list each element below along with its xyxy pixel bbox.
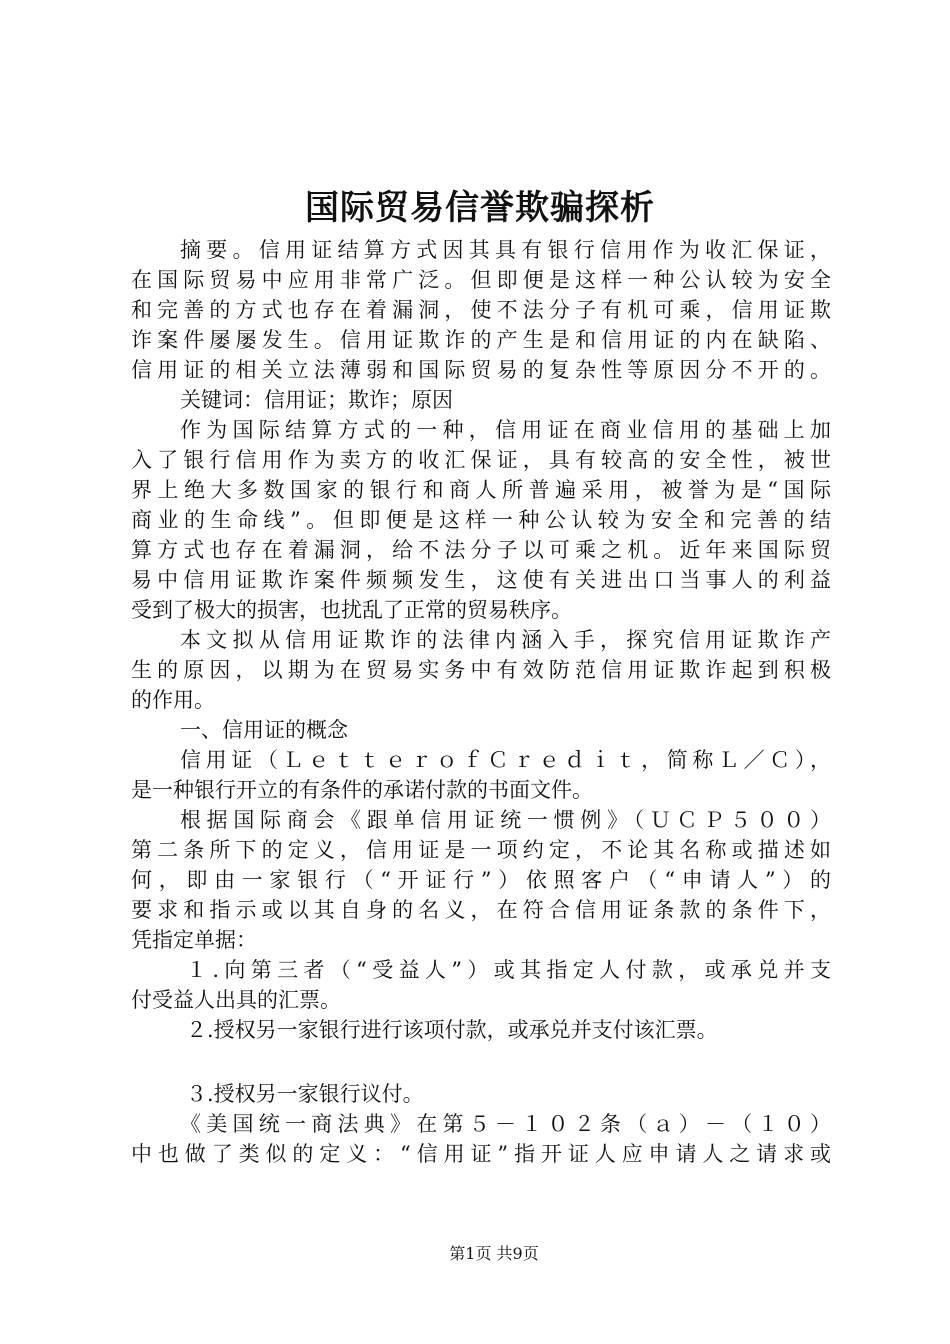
paragraph-line: 作为国际结算方式的一种，信用证在商业信用的基础上加 [180, 418, 831, 442]
paragraph-line: 根据国际商会《跟单信用证统一惯例》（ＵＣＰ５００） [180, 808, 831, 832]
abstract-line: 在国际贸易中应用非常广泛。但即便是这样一种公认较为安全 [131, 268, 831, 292]
list-item-line: ２.授权另一家银行进行该项付款，或承兑并支付该汇票。 [186, 1018, 718, 1042]
paragraph-line: 凭指定单据： [131, 928, 257, 952]
paragraph-line: 受到了极大的损害，也扰乱了正常的贸易秩序。 [131, 598, 572, 622]
paragraph-line: 何，即由一家银行（“开证行”）依照客户（“申请人”）的 [131, 868, 831, 892]
document-body [131, 235, 831, 1169]
paragraph-line: 要求和指示或以其自身的名义，在符合信用证条款的条件下， [131, 898, 831, 922]
blank-line [131, 1045, 831, 1079]
list-item-line: ３.授权另一家银行议付。 [186, 1082, 424, 1106]
keywords-line: 关键词：信用证；欺诈；原因 [180, 388, 453, 412]
abstract-line: 信用证的相关立法薄弱和国际贸易的复杂性等原因分不开的。 [131, 358, 831, 382]
paragraph-line: 中也做了类似的定义：“信用证”指开证人应申请人之请求或 [131, 1142, 831, 1166]
abstract-line: 和完善的方式也存在着漏洞，使不法分子有机可乘，信用证欺 [131, 298, 831, 322]
paragraph-line: 《美国统一商法典》在第５－１０２条（ａ）－（１０） [180, 1112, 831, 1136]
paragraph-line: 算方式也存在着漏洞，给不法分子以可乘之机。近年来国际贸 [131, 538, 831, 562]
paragraph-line: 界上绝大多数国家的银行和商人所普遍采用，被誉为是“国际 [131, 478, 831, 502]
paragraph-line: 生的原因，以期为在贸易实务中有效防范信用证欺诈起到积极 [131, 658, 831, 682]
paragraph-line: 第二条所下的定义，信用证是一项约定，不论其名称或描述如 [131, 838, 831, 862]
document-title: 国际贸易信誉欺骗探析 [305, 188, 655, 228]
abstract-line: 摘要。信用证结算方式因其具有银行信用作为收汇保证， [180, 238, 831, 262]
paragraph-line: 信用证（ＬｅｔｔｅｒｏｆＣｒｅｄｉｔ，简称Ｌ／Ｃ）， [180, 748, 831, 772]
list-item-line: 付受益人出具的汇票。 [131, 988, 341, 1012]
abstract-line: 诈案件屡屡发生。信用证欺诈的产生是和信用证的内在缺陷、 [131, 328, 831, 352]
paragraph-line: 是一种银行开立的有条件的承诺付款的书面文件。 [131, 778, 593, 802]
paragraph-line: 易中信用证欺诈案件频频发生，这使有关进出口当事人的利益 [131, 568, 831, 592]
page-number-footer: 第1页 共9页 [449, 1244, 539, 1263]
paragraph-line: 本文拟从信用证欺诈的法律内涵入手，探究信用证欺诈产 [180, 628, 831, 652]
paragraph-line: 入了银行信用作为卖方的收汇保证，具有较高的安全性，被世 [131, 448, 831, 472]
section-heading: 一、信用证的概念 [180, 718, 348, 742]
paragraph-line: 的作用。 [131, 688, 215, 712]
list-item-line: １.向第三者（“受益人”）或其指定人付款，或承兑并支 [186, 958, 831, 982]
paragraph-line: 商业的生命线”。但即便是这样一种公认较为安全和完善的结 [131, 508, 831, 532]
